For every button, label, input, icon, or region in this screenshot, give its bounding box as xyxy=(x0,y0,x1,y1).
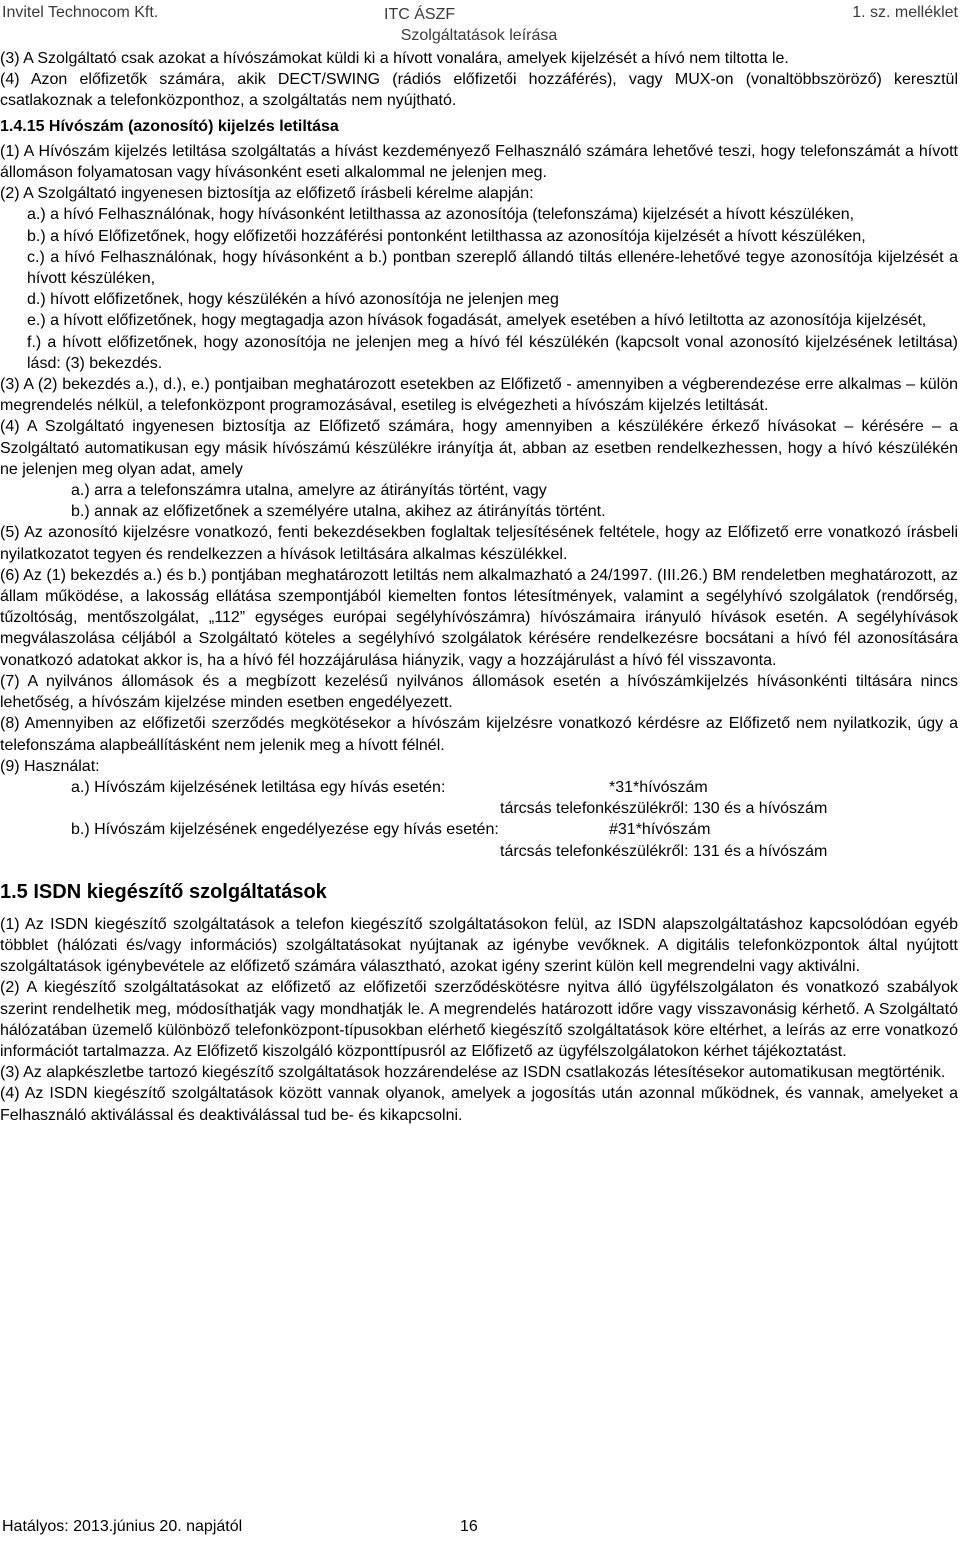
paragraph: (3) A (2) bekezdés a.), d.), e.) pontjaiban meghatározott esetekben az Előfizető - amennyiben a végberendezése erre alkalmas – külön megrendelés nélkül, a telefonközpont programozásával, esetileg is elvégezheti a hívószám kijelzés letiltását. xyxy=(0,376,958,415)
list-item: a.) a hívó Felhasználónak, hogy hívásonként letilthassa az azonosítója (telefonszáma) kijelzését a hívott készüléken, xyxy=(27,206,855,224)
usage-b-pulse: tárcsás telefonkészülékről: 131 és a hívószám xyxy=(500,842,828,860)
paragraph: (4) A Szolgáltató ingyenesen biztosítja az Előfizető számára, hogy amennyiben a készülékére érkező hívásokat – kérésére – a Szolgáltató automatikusan egy másik hívószámú készülékre irányítja át, abban az esetben rendelkezhessen, hogy a hívó készülékén ne jelenjen meg olyan adat, amely xyxy=(0,418,958,478)
list-item: e.) a hívott előfizetőnek, hogy megtagadja azon hívások fogadását, amelyek esetében a hívó letiltotta az azonosítója kijelzését, xyxy=(27,312,927,330)
paragraph: (3) Az alapkészletbe tartozó kiegészítő szolgáltatások hozzárendelése az ISDN csatlakozás létesítésekor automatikusan megtörténik. xyxy=(0,1064,946,1082)
header-doc-title: ITC ÁSZF xyxy=(384,6,456,23)
paragraph: (1) Az ISDN kiegészítő szolgáltatások a telefon kiegészítő szolgáltatásokon felül, az ISDN alapszolgáltatáshoz kapcsolódóan egyéb többlet (hálózati és/vagy információs) szolgáltatásokat nyújtanak az igénybe vevőknek. A digitális telefonközpontok által nyújtott szolgáltatások igénybevétele az előfizető számára választható, azokat igény szerint külön kell megrendelni vagy aktiválni. xyxy=(0,915,958,976)
list-item: d.) hívott előfizetőnek, hogy készülékén a hívó azonosítója ne jelenjen meg xyxy=(27,291,559,309)
list-item: f.) a hívott előfizetőnek, hogy azonosítója ne jelenjen meg a hívó fél készülékén (kapcsolt vonal azonosító kijelzésének letiltása) lásd: (3) bekezdés. xyxy=(27,333,958,372)
paragraph: (5) Az azonosító kijelzésre vonatkozó, fenti bekezdésekben foglaltak teljesítésének feltétele, hogy az Előfizető erre vonatkozó írásbeli nyilatkozatot tegyen és rendelkezzen a hívások letiltására alkalmas készülékkel. xyxy=(0,524,958,563)
usage-b-label: b.) Hívószám kijelzésének engedélyezése egy hívás esetén: xyxy=(71,821,499,839)
page-header xyxy=(0,2,960,46)
usage-a-code: *31*hívószám xyxy=(609,778,708,796)
document-body xyxy=(0,48,958,1126)
section-heading: 1.5 ISDN kiegészítő szolgáltatások xyxy=(0,880,327,903)
usage-row-b xyxy=(0,819,958,840)
usage-row-a xyxy=(0,777,958,798)
paragraph: (4) Az ISDN kiegészítő szolgáltatások között vannak olyanok, amelyek a jogosítás után azonnal működnek, és vannak, amelyeket a Felhasználó aktiválással és deaktiválással tud be- és kikapcsolni. xyxy=(0,1085,958,1124)
page-number: 16 xyxy=(460,1518,478,1535)
paragraph: (4) Azon előfizetők számára, akik DECT/SWING (rádiós előfizetői hozzáférés), vagy MUX-on (vonaltöbbszöröző) keresztül csatlakoznak a telefonközponthoz, a szolgáltatás nem nyújtható. xyxy=(0,71,958,110)
list-item: a.) arra a telefonszámra utalna, amelyre az átirányítás történt, vagy xyxy=(71,482,547,500)
usage-a-pulse: tárcsás telefonkészülékről: 130 és a hívószám xyxy=(500,800,828,818)
paragraph: (6) Az (1) bekezdés a.) és b.) pontjában meghatározott letiltás nem alkalmazható a 24/1997. (III.26.) BM rendeletben meghatározott, az állam működése, a lakosság ellátása szempontjából kiemelten fontos létesítmények, valamint a segélyhívó szolgálatok (rendőrség, tűzoltóság, mentőszolgálat, „112” egységes európai segélyhívószámra) hívószámaira irányuló hívások esetén. A segélyhívások megválaszolása céljából a Szolgáltató köteles a segélyhívó szolgálatok kérésére rendelkezésre bocsátani a hívó fél azonosítására vonatkozó adatokat akkor is, ha a hívó fél hozzájárulása hiányzik, vagy a hozzájárulást a hívó fél visszavonta. xyxy=(0,566,958,669)
usage-a-label: a.) Hívószám kijelzésének letiltása egy hívás esetén: xyxy=(71,778,446,796)
paragraph: (1) A Hívószám kijelzés letiltása szolgáltatás a hívást kezdeményező Felhasználó számára lehetővé teszi, hogy telefonszámát a hívott állomáson folyamatosan vagy hívásonként eseti alkalommal ne jelenjen meg. xyxy=(0,142,958,182)
list-item: b.) annak az előfizetőnek a személyére utalna, akihez az átirányítás történt. xyxy=(71,503,606,521)
header-title-block xyxy=(384,4,574,46)
list-item: b.) a hívó Előfizetőnek, hogy előfizetői hozzáférési pontonként letilthassa az azonosítója kijelzését a hívott készüléken, xyxy=(27,227,866,245)
header-annex: 1. sz. melléklet xyxy=(852,4,958,21)
list-item: c.) a hívó Felhasználónak, hogy hívásonként a b.) pontban szereplő állandó tiltás ellenére-lehetővé tegye azonosítója kijelzését a hívott készüléken, xyxy=(27,248,958,288)
paragraph: (9) Használat: xyxy=(0,757,100,775)
usage-b-code: #31*hívószám xyxy=(609,821,711,839)
section-heading: 1.4.15 Hívószám (azonosító) kijelzés letiltása xyxy=(0,117,339,135)
header-doc-subtitle: Szolgáltatások leírása xyxy=(400,27,558,44)
paragraph: (8) Amennyiben az előfizetői szerződés megkötésekor a hívószám kijelzésre vonatkozó kérdésre az Előfizető nem nyilatkozik, úgy a telefonszáma alapbeállításként nem jelenik meg a hívott félnél. xyxy=(0,715,958,754)
page-footer xyxy=(2,1518,478,1536)
paragraph: (2) A kiegészítő szolgáltatásokat az előfizető az előfizetői szerződéskötésre nyitva álló ügyfélszolgálaton és vonatkozó szabályok szerint rendelhetik meg, módosíthatják vagy mondhatják le. A megrendelés határozott időre vagy visszavonásig kérhető. A Szolgáltató hálózatában üzemelő különböző telefonközpont-típusokban elérhető kiegészítő szolgáltatások köre eltérhet, a leírás az erre vonatkozó információt tartalmazza. Az Előfizető kiszolgáló központtípusról az Előfizető az ügyfélszolgálatokon kérhet tájékoztatást. xyxy=(0,979,958,1060)
paragraph: (2) A Szolgáltató ingyenesen biztosítja az előfizető írásbeli kérelme alapján: xyxy=(0,185,534,203)
footer-effective-date: Hatályos: 2013.június 20. napjától xyxy=(2,1518,243,1535)
paragraph: (3) A Szolgáltató csak azokat a hívószámokat küldi ki a hívott vonalára, amelyek kijelzését a hívó nem tiltotta le. xyxy=(0,50,789,67)
header-company: Invitel Technocom Kft. xyxy=(2,4,159,21)
paragraph: (7) A nyilvános állomások és a megbízott kezelésű nyilvános állomások esetén a hívószámkijelzés hívásonkénti tiltására nincs lehetőség, a hívószám kijelzése minden esetben engedélyezett. xyxy=(0,672,958,712)
